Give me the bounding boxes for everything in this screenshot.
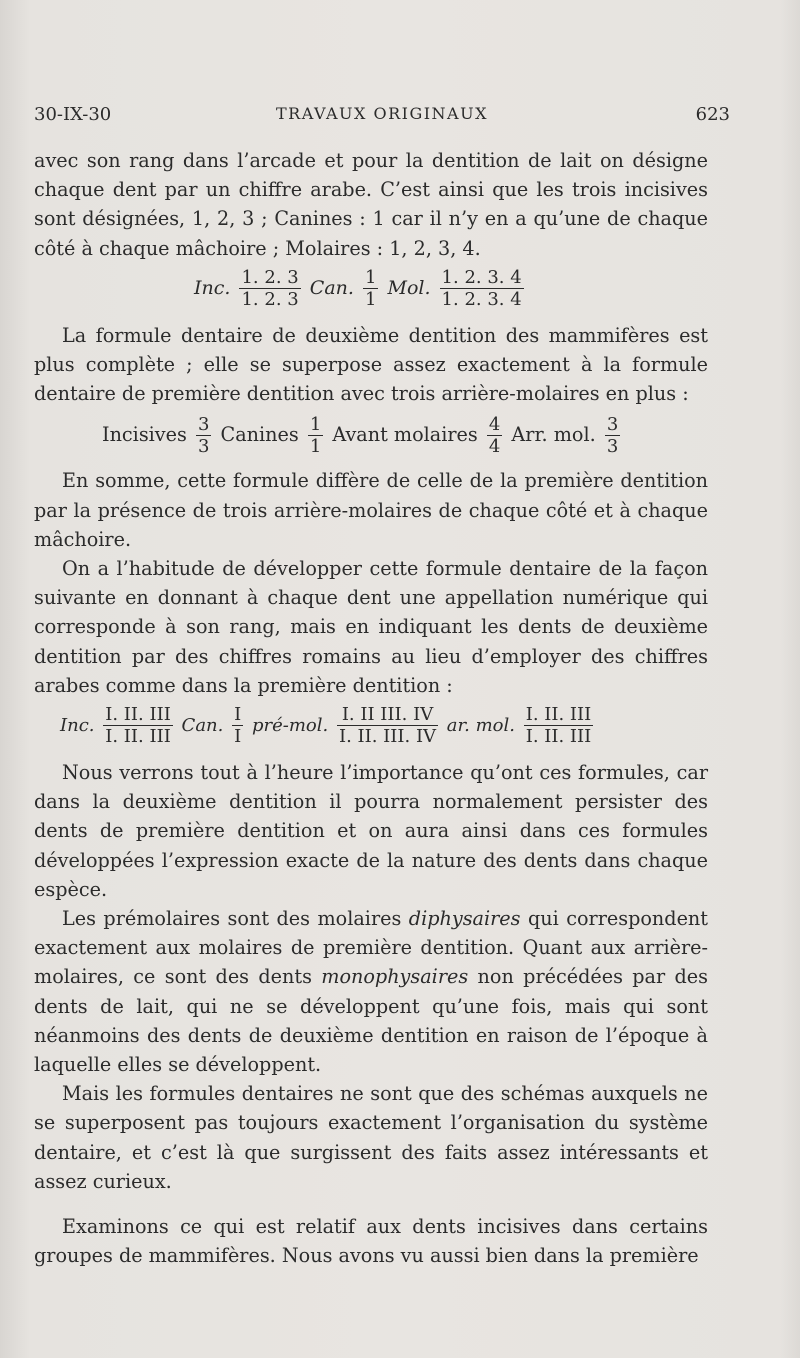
formula1-inc-label: Inc. [194, 276, 231, 299]
formula3-inc-label: Inc. [60, 715, 95, 737]
emphasis-monophysaires: monophysaires [321, 965, 469, 989]
formula2-can-label: Canines [220, 423, 299, 447]
page-number: 623 [695, 104, 730, 125]
formula-developed [34, 700, 708, 758]
formula3-ar-fraction: $\frac{\text{I. II. III}}{\text{I. II. III}}$ [525, 704, 592, 748]
formula1-mol-label: Mol. [387, 276, 431, 299]
paragraph-8: Examinons ce qui est relatif aux dents incisives dans certains groupes de mammifères. Nous avons vu aussi bien dans la première [34, 1215, 708, 1268]
formula2-arr-fraction: $\frac{3}{3}$ [606, 414, 619, 458]
emphasis-diphysaires: diphysaires [408, 907, 521, 931]
paragraph-2: La formule dentaire de deuxième dentition des mammifères est plus complète ; elle se superpose assez exactement à la formule dentaire de première dentition avec trois arrière-molaires en plus : [34, 323, 708, 406]
formula1-can-fraction: $\frac{1}{1}$ [364, 266, 377, 310]
formula-second-dentition [34, 408, 708, 466]
paragraph-7: Mais les formules dentaires ne sont que des schémas auxquels ne se superposent pas toujours exactement l’organisation du système dentaire, et c’est là que surgissent des faits assez intéressants et assez curieux. [34, 1082, 708, 1193]
formula2-can-fraction: $\frac{1}{1}$ [309, 414, 322, 458]
formula2-arr-label: Arr. mol. [511, 423, 596, 447]
paragraph-4: On a l’habitude de développer cette formule dentaire de la façon suivante en donnant à chaque dent une appellation numérique qui corresponde à son rang, mais en indiquant les dents de deuxième dentition par des chiffres romains au lieu d’employer des chiffres arabes comme dans la première dentition : [34, 557, 708, 697]
formula3-can-fraction: $\frac{I}{I}$ [234, 704, 242, 748]
header-title: TRAVAUX ORIGINAUX [276, 104, 488, 123]
header-date: 30-IX-30 [34, 104, 112, 125]
formula3-can-label: Can. [181, 715, 224, 737]
formula3-ar-label: ar. mol. [446, 715, 515, 737]
paragraph-3: En somme, cette formule diffère de celle de la première dentition par la présence de trois arrière-molaires de chaque côté et à chaque mâchoire. [34, 469, 708, 551]
formula2-avm-fraction: $\frac{4}{4}$ [488, 414, 501, 458]
formula3-pre-label: pré-mol. [251, 715, 329, 737]
page-body [34, 146, 708, 1271]
running-header [34, 104, 730, 134]
formula2-inc-fraction: $\frac{3}{3}$ [197, 414, 210, 458]
formula1-can-label: Can. [309, 276, 354, 299]
formula2-avm-label: Avant molaires [332, 423, 478, 447]
paragraph-1: avec son rang dans l’arcade et pour la dentition de lait on désigne chaque dent par un chiffre arabe. C’est ainsi que les trois incisives sont désignées, 1, 2, 3 ; Canines : 1 car il n’y en a qu’une de chaque côté à chaque mâchoire ; Molaires : 1, 2, 3, 4. [34, 149, 708, 260]
formula3-inc-fraction: $\frac{\text{I. II. III}}{\text{I. II. III}}$ [105, 704, 171, 748]
paragraph-6: Les prémolaires sont des molaires diphysaires qui correspondent exactement aux molaires de première dentition. Quant aux arrière-molaires, ce sont des dents monophysaires non précédées par des dents de lait, qui ne se développent qu’une fois, mais qui sont néanmoins des dents de deuxième dentition en raison de l’époque à laquelle elles se développent. [34, 907, 708, 1077]
formula3-pre-fraction: $\frac{\text{I. II III. IV}}{\text{I. II. III. IV}}$ [338, 704, 437, 748]
formula2-inc-label: Incisives [102, 423, 187, 447]
formula1-inc-fraction: $\frac{1. 2. 3}{1. 2. 3}$ [241, 266, 299, 310]
formula-first-dentition [34, 263, 708, 321]
paragraph-5: Nous verrons tout à l’heure l’importance qu’ont ces formules, car dans la deuxième dentition il pourra normalement persister des dents de première dentition et on aura ainsi dans ces formules développées l’expression exacte de la nature des dents dans chaque espèce. [34, 761, 708, 901]
formula1-mol-fraction: $\frac{1. 2. 3. 4}{1. 2. 3. 4}$ [441, 266, 522, 310]
